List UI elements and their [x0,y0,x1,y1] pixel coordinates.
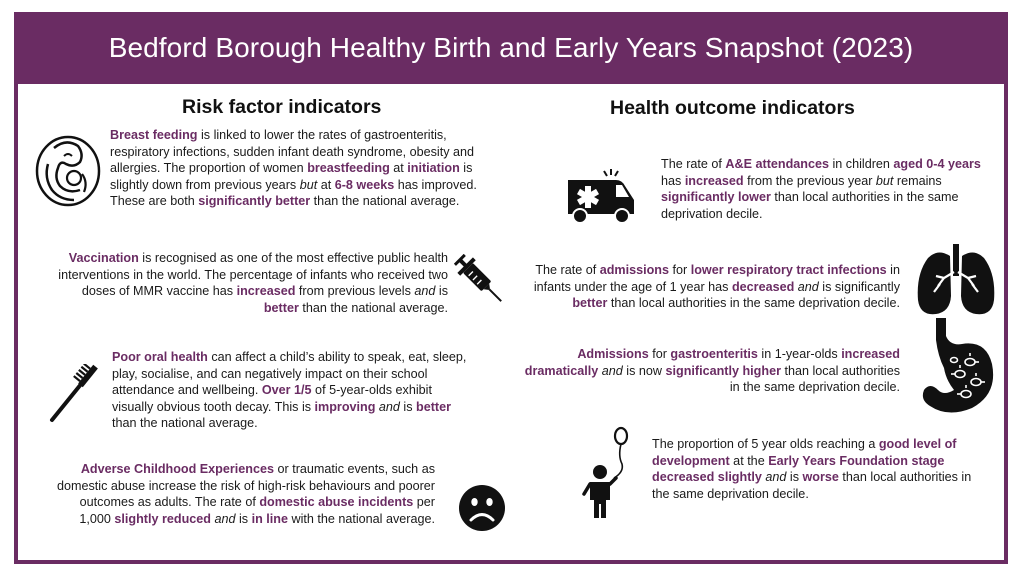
highlight-text: increased dramatically [524,347,900,378]
emphasis-text: and [378,399,400,414]
highlight-text: improving [314,399,376,414]
body-text: is recognised as one of the most effective public health interventions in the world. The percentage of infants who received two doses of MMR vaccine has [58,251,448,298]
highlight-text: initiation [407,161,460,175]
highlight-text: decreased [731,279,795,294]
highlight-text: aged 0-4 years [893,157,981,171]
body-text: with the national average. [287,511,435,526]
body-text: than local authorities in the same deprivation decile. [729,363,900,394]
body-text: has improved. These are both [110,177,477,208]
development-text [652,436,982,502]
gastro-text [524,346,900,396]
ae-text [661,156,981,222]
aces-text [54,461,435,527]
body-text: is significantly [818,279,900,294]
highlight-text: significantly better [198,194,311,208]
body-text: remains [893,173,942,188]
body-text: from the previous year [743,173,876,188]
body-text: per 1,000 [79,495,435,526]
highlight-text: lower respiratory tract infections [690,263,887,277]
body-text: than local authorities in the same deprivation decile. [607,296,900,310]
highlight-text: increased [236,284,296,298]
content-panel [18,84,1004,560]
body-text: is now [622,363,666,378]
emphasis-text: but [299,177,318,192]
highlight-text: Poor oral health [112,350,208,364]
emphasis-text: and [214,511,236,526]
body-text: at the [729,453,769,468]
highlight-text: Over 1/5 [261,383,312,397]
highlight-text: Adverse Childhood Experiences [80,462,274,476]
highlight-text: significantly lower [661,190,771,204]
mother-and-baby-icon [34,134,102,208]
highlight-text: domestic abuse incidents [259,495,414,509]
risk-heading: Risk factor indicators [182,96,382,118]
body-text: than local authorities in the same deprivation decile. [652,470,972,501]
body-text: at [317,177,335,192]
highlight-text: Admissions [577,347,649,361]
vaccination-text [52,250,448,316]
child-with-balloon-icon [578,424,636,522]
respiratory-text [526,262,900,312]
breastfeeding-text [110,127,500,210]
highlight-text: better [416,399,452,414]
highlight-text: increased [684,173,744,188]
highlight-text: 6-8 weeks [334,177,395,192]
emphasis-text: and [414,284,436,298]
highlight-text: better [572,296,608,310]
toothbrush-icon [46,364,98,424]
title-banner [14,12,1008,84]
syringe-icon [454,254,506,306]
highlight-text: Early Years Foundation stage decreased slightly [652,453,945,484]
body-text: or traumatic events, such as domestic abuse increase the risk of high-risk behaviours and poorer outcomes as adults. The rate of [56,462,435,509]
page-title: Bedford Borough Healthy Birth and Early Years Snapshot (2023) [108,32,914,63]
highlight-text: breastfeeding [307,161,390,175]
oral-health-text [112,349,470,432]
body-text: is slightly down from previous years [110,161,473,192]
body-text: can affect a child’s ability to speak, eat, sleep, play, socialise, and can negatively impact on their school attendance and wellbeing. [112,350,467,397]
highlight-text: worse [802,470,839,484]
body-text: than the national average. [112,416,258,430]
emphasis-text: and [797,279,819,294]
body-text: than local authorities in the same deprivation decile. [661,190,959,221]
highlight-text: good level of development [652,437,957,468]
lungs-icon [914,242,998,326]
highlight-text: gastroenteritis [670,347,758,361]
body-text: at [389,161,408,175]
body-text: is [399,399,417,414]
highlight-text: Vaccination [68,251,139,265]
body-text: than the national average. [298,300,448,315]
body-text: is [435,284,448,298]
body-text: is [786,470,803,484]
body-text: for [648,347,671,361]
sad-face-icon [458,484,506,532]
emphasis-text: and [601,363,623,378]
ambulance-icon [562,166,638,228]
body-text: The rate of [535,263,600,277]
emphasis-text: but [875,173,894,188]
highlight-text: significantly higher [665,363,781,378]
highlight-text: Breast feeding [110,128,198,142]
highlight-text: slightly reduced [114,511,211,526]
body-text: is [235,511,252,526]
body-text: from previous levels [295,284,415,298]
highlight-text: in line [251,511,288,526]
emphasis-text: and [765,470,787,484]
highlight-text: admissions [599,263,670,277]
body-text: has [661,173,685,188]
highlight-text: better [263,300,299,315]
body-text: The proportion of 5 year olds reaching a [652,437,879,451]
stomach-bacteria-icon [916,316,998,418]
body-text: for [669,263,691,277]
body-text: in 1-year-olds [757,347,842,361]
page-frame [14,12,1008,564]
body-text: The rate of [661,157,726,171]
body-text: than the national average. [310,194,460,208]
body-text: in children [829,157,894,171]
body-text: in infants under the age of 1 year has [533,263,900,294]
highlight-text: A&E attendances [725,157,829,171]
body-text: of 5-year-olds exhibit visually obvious tooth decay. This is [112,383,432,414]
body-text: is linked to lower the rates of gastroenteritis, respiratory infections, sudden infant death syndrome, obesity and allergies. The proportion of women [110,128,475,175]
outcome-heading: Health outcome indicators [610,97,855,119]
